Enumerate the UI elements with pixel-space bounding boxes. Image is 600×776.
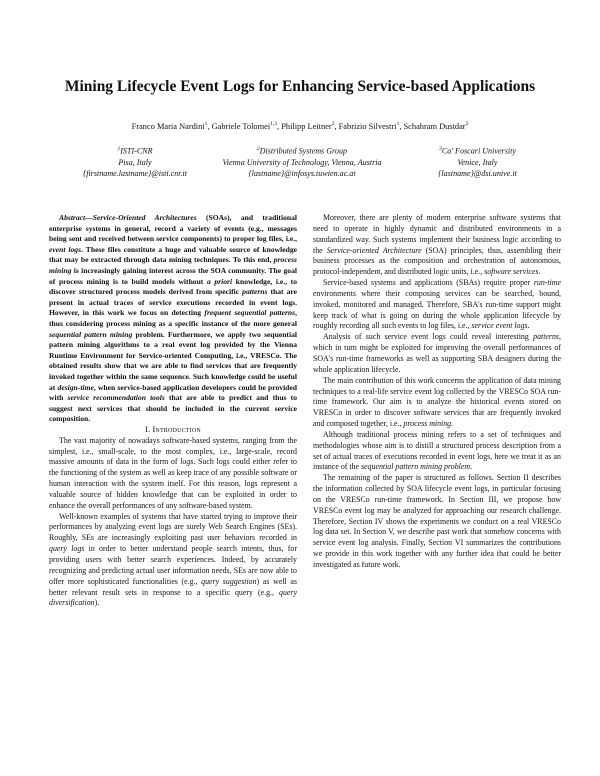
abstract-text: design-time xyxy=(57,382,94,392)
text: . xyxy=(538,267,541,277)
author-sup: 1 xyxy=(396,121,400,127)
text: ). xyxy=(94,598,100,608)
abstract-text: sequential pattern mining xyxy=(49,329,133,339)
paragraph xyxy=(313,278,561,332)
author-sup: 1 xyxy=(204,121,208,127)
affiliation-3 xyxy=(415,144,540,179)
affil-sup: 2 xyxy=(256,146,260,152)
abstract-text: process mining xyxy=(49,255,297,275)
abstract xyxy=(49,213,297,425)
text: ) as well as better relevant result sets in response to a specific query (e.g., xyxy=(49,576,297,597)
text: query diversification xyxy=(49,587,297,608)
paragraph xyxy=(49,436,297,512)
affil-name: ISTI-CNR xyxy=(120,146,153,156)
text: patterns xyxy=(533,332,560,342)
text: service event logs xyxy=(471,321,528,331)
abstract-text: service recommendation tools xyxy=(67,393,165,403)
paper-title: Mining Lifecycle Event Logs for Enhancing Service-based Applications xyxy=(64,78,536,95)
text: query logs xyxy=(49,544,85,554)
affiliation-1 xyxy=(80,144,190,179)
affil-sup: 1 xyxy=(117,146,121,152)
abstract-text: a priori xyxy=(206,276,233,286)
abstract-text: event logs xyxy=(49,244,82,254)
abstract-text: —Service-Oriented Architectures xyxy=(85,213,197,222)
affil-email: {firstname.lastname}@isti.cnr.it xyxy=(82,168,188,178)
text: Well-known examples of systems that have started trying to improve their performances by analyzing event logs are surely Web Search Engines (SEs). Roughly, SEs are increasingly exploiting past user behaviors recorded in xyxy=(49,511,297,543)
text: . xyxy=(527,321,530,331)
section-number: I. xyxy=(145,424,151,434)
author-name: Philipp Leitner xyxy=(281,121,332,131)
abstract-label: Abstract xyxy=(59,213,86,222)
author-name: Gabriele Tolomei xyxy=(211,121,271,131)
abstract-text: that are able to predict and thus to suggest next services that should be included in the current service composition. xyxy=(49,393,297,424)
affiliations xyxy=(80,144,535,184)
affil-place: Vienna University of Technology, Vienna, Austria xyxy=(222,157,382,167)
text: Service-based systems and applications (SBAs) require proper xyxy=(323,278,534,288)
text: Service-oriented Architecture xyxy=(326,245,422,255)
section-title: Introduction xyxy=(152,424,201,434)
text: Although traditional process mining refers to a set of techniques and methodologies whose aim is to distill a structured process description from a set of actual traces of executions recorded in event logs, here we treat it as an instance of the xyxy=(313,429,561,472)
text: in order to better understand people search intents, thus, for providing users with better search experiences. Indeed, by accurately recognizing and predicting actual user information needs, SEs are now able to offer more sophisticated functionalities (e.g., xyxy=(49,544,298,586)
text: . xyxy=(470,462,473,472)
paragraph xyxy=(313,332,561,375)
affiliation-2 xyxy=(192,144,412,179)
affil-email: {lastname}@dsi.unive.it xyxy=(438,168,517,178)
text: . xyxy=(451,419,454,429)
abstract-text: frequent sequential patterns xyxy=(204,308,296,318)
abstract-text: . These files constitute a huge and valuable source of knowledge that may be extracted through data mining techniques. To this end, xyxy=(49,244,297,265)
author-sup: 1,3 xyxy=(270,121,278,127)
affil-name: Distributed Systems Group xyxy=(259,146,348,156)
abstract-text: (SOAs), and traditional enterprise systems in general, record a variety of events (e.g., messages being sent and received between service components) to proper log files, i.e., xyxy=(49,213,297,244)
text: . Such logs could either refer to the functioning of the system as well as keep trace of any possible software or human interaction with the system itself. For this reason, logs represent a valuable source of hidden knowledge that can be exploited in order to enhance the overall performances of any software-based system. xyxy=(49,457,297,510)
text: environments where their composing services can be searched, bound, invoked, monitored and managed. Therefore, SBA's run-time support might keep track of what is going on during the whole application lifecycle by roughly recording all such events to log files, i.e., xyxy=(313,288,561,331)
right-column xyxy=(313,213,561,571)
paragraph xyxy=(313,430,561,473)
abstract-text: knowledge, i.e., to discover structured process models derived from specific xyxy=(49,276,297,297)
abstract-text: , thus considering process mining as a specific instance of the more general xyxy=(49,308,297,328)
author-name: Franco Maria Nardini xyxy=(131,121,205,131)
left-column xyxy=(49,213,297,609)
author-name: Fabrizio Silvestri xyxy=(338,121,397,131)
author-name: Schahram Dustdar xyxy=(403,121,466,131)
abstract-text: that are present in actual traces of service executions recorded in event logs. However, in this work we focus on detecting xyxy=(49,287,297,318)
abstract-text: problem. Furthermore, we apply two sequential pattern mining algorithms to a real event log provided by the Vienna Runtime Environment for Service-oriented Computing, i.e., VRESCo. The obtained results show that we are able to find services that are frequently invoked together within the same sequence. Such knowledge could be useful at xyxy=(49,329,297,392)
affil-email: {lastname}@infosys.tuwien.ac.at xyxy=(248,168,356,178)
text: Moreover, there are plenty of modern enterprise software systems that need to operate in highly dynamic and distributed environments in a standardized way. Such systems implement their business logic according to the xyxy=(313,213,561,255)
section-heading xyxy=(49,425,297,436)
text: query suggestion xyxy=(201,576,257,586)
text: (SOA) principles, thus, assembling their business processes as the composition and orchestration of autonomous, protocol-independent, and distributed logic units, i.e., xyxy=(313,245,561,277)
abstract-text: , when service-based application developers could be provided with xyxy=(49,382,297,403)
abstract-text: patterns xyxy=(242,287,268,297)
text: software services xyxy=(484,267,539,277)
affil-place: Venice, Italy xyxy=(457,157,498,167)
text: The main contribution of this work concerns the application of data mining techniques to a real-life service event log collected by the VRESCo SOA run-time framework. Our aim is to analyze the historical events stored on VRESCo in order to discover software services that are frequently invoked and composed together, i.e., xyxy=(313,375,561,429)
paragraph: The remaining of the paper is structured as follows. Section II describes the information collected by SOA lifecycle event logs, in particular focusing on the VRESCo run-time framework. In Section III, we propose how VRESCo event log may be analyzed for approaching our research challenge. Therefore, Section IV shows the experiments we conduct on a real VRESCo log data set. In Section V, we describe past work that somehow concerns with service event log analysis. Finally, Section VI summarizes the contributions we provide in this work together with any further idea that could be better investigated as future work. xyxy=(313,473,561,569)
author-sup: 2 xyxy=(465,121,469,127)
text: Analysis of such service event logs could reveal interesting xyxy=(323,332,534,342)
author-sup: 2 xyxy=(331,121,335,127)
text: logs xyxy=(180,457,194,467)
paragraph xyxy=(313,376,561,430)
text: sequential pattern mining problem xyxy=(360,462,471,472)
text: process mining xyxy=(403,419,452,429)
text: , which in turn might be exploited for improving the overall performances of SOA's run-time frameworks as well as supporting SBA designers during the whole application lifecycle. xyxy=(313,332,561,374)
affil-sup: 3 xyxy=(439,146,442,152)
affil-name: Ca' Foscari University xyxy=(441,146,516,156)
author-list: Franco Maria Nardini$^1$, Gabriele Tolomei$^{1,3}$, Philipp Leitner$^2$, Fabrizio Silvestri$^1$, Schahram Dustdar$^2$ xyxy=(131,121,469,131)
text: The vast majority of nowadays software-based systems, ranging from the simplest, i.e., small-scale, to the most complex, i.e., large-scale, record massive amounts of data in the form of xyxy=(49,435,297,467)
text: run-time xyxy=(533,278,561,288)
abstract-text: is increasingly gaining interest across the SOA community. The goal of process mining is to build models without xyxy=(49,265,297,286)
paragraph xyxy=(49,512,297,610)
paragraph xyxy=(313,213,561,278)
affil-place: Pisa, Italy xyxy=(118,157,152,167)
